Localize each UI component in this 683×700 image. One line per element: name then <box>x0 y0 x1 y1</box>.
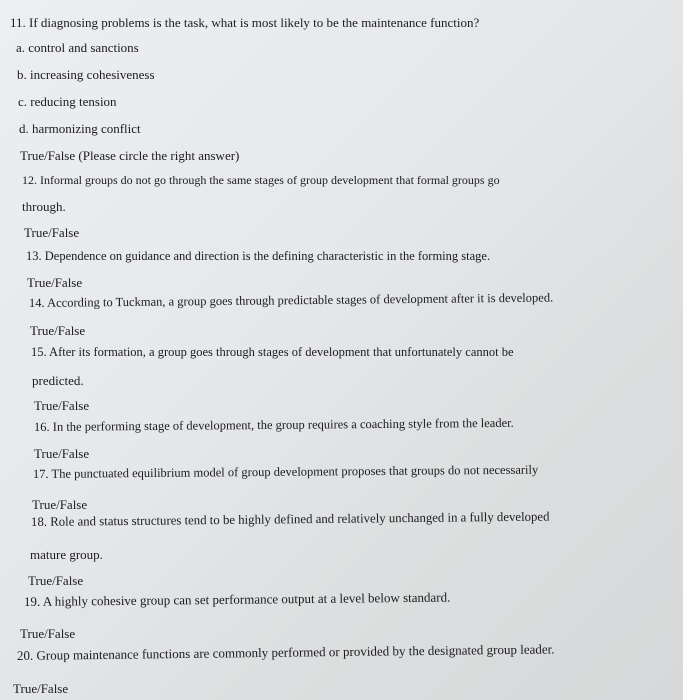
option-d: d. harmonizing conflict <box>19 121 141 136</box>
question-12-line-1: 12. Informal groups do not go through the same stages of group development that formal groups go <box>22 173 500 187</box>
question-19: 19. A highly cohesive group can set performance output at a level below standard. <box>23 589 451 609</box>
option-b: b. increasing cohesiveness <box>17 67 155 82</box>
question-16: 16. In the performing stage of development, the group requires a coaching style from the leader. <box>33 415 514 434</box>
question-20: 20. Group maintenance functions are commonly performed or provided by the designated group leader. <box>16 641 555 663</box>
true-false-12: True/False <box>24 225 80 240</box>
true-false-13: True/False <box>27 275 83 290</box>
question-12-line-2: through. <box>22 199 66 214</box>
true-false-15: True/False <box>34 398 90 413</box>
question-18-line-2: mature group. <box>30 547 103 562</box>
true-false-16: True/False <box>34 446 90 461</box>
option-c: c. reducing tension <box>18 94 117 109</box>
true-false-instruction: True/False (Please circle the right answer) <box>20 148 240 163</box>
question-13: 13. Dependence on guidance and direction is the defining characteristic in the forming stage. <box>26 249 491 263</box>
question-11: 11. If diagnosing problems is the task, what is most likely to be the maintenance function? <box>10 15 480 30</box>
option-a: a. control and sanctions <box>16 40 139 55</box>
true-false-17: True/False <box>32 497 88 512</box>
question-18-line-1: 18. Role and status structures tend to be highly defined and relatively unchanged in a fully developed <box>30 509 550 529</box>
question-14: 14. According to Tuckman, a group goes through predictable stages of development after it is developed. <box>28 290 554 310</box>
true-false-14: True/False <box>30 323 86 338</box>
question-17: 17. The punctuated equilibrium model of group development proposes that groups do not necessarily <box>32 462 539 481</box>
true-false-19: True/False <box>20 626 76 641</box>
true-false-18: True/False <box>28 573 84 588</box>
question-15-line-1: 15. After its formation, a group goes through stages of development that unfortunately cannot be <box>31 345 514 359</box>
question-15-line-2: predicted. <box>32 373 84 388</box>
true-false-20: True/False <box>13 681 69 696</box>
